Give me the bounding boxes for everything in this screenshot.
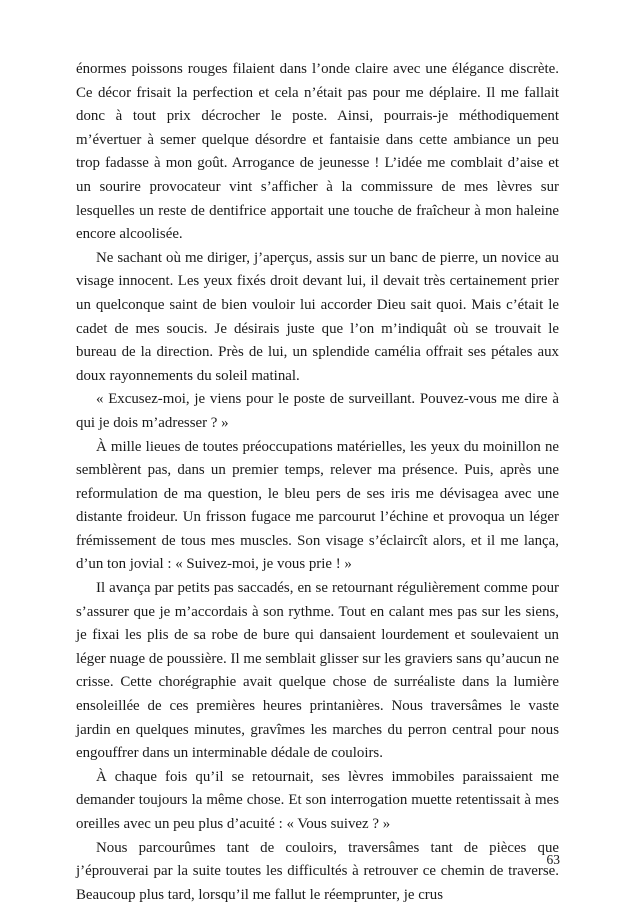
page-number: 63 xyxy=(546,852,560,867)
paragraph-5: Il avança par petits pas saccadés, en se retournant régulièrement comme pour s’assurer que je m’accordais à son rythme. Tout en calant mes pas sur les siens, je fixai les plis de sa robe de bure qui dansaient lourdement et soulevaient un léger nuage de poussière. Il me semblait glisser sur les graviers sans qu’aucun ne crisse. Cette chorégraphie avait quelque chose de surréaliste dans la lumière ensoleillée de ces premières heures printanières. Nous traversâmes le vaste jardin en quelques minutes, gravîmes les marches du perron central pour nous engouffrer dans un interminable dédale de couloirs. xyxy=(76,580,559,762)
paragraph-2: Ne sachant où me diriger, j’aperçus, assis sur un banc de pierre, un novice au visage innocent. Les yeux fixés droit devant lui, il devait très certainement prier un quelconque saint de bien vouloir lui accorder Dieu sait quoi. Mais c’était le cadet de mes soucis. Je désirais juste que l’on m’indiquât où se trouvait le bureau de la direction. Près de lui, un splendide camélia offrait ses pétales aux doux rayonnements du soleil matinal. xyxy=(76,249,559,384)
paragraph-7: Nous parcourûmes tant de couloirs, traversâmes tant de pièces que j’éprouverai par la suite toutes les difficultés à retrouver ce chemin de traverse. Beaucoup plus tard, lorsqu’il me fallut le réemprunter, je crus xyxy=(76,839,559,903)
paragraph-6: À chaque fois qu’il se retournait, ses lèvres immobiles paraissaient me demander toujours la même chose. Et son interrogation muette retentissait à mes oreilles avec un peu plus d’acuité : « Vous suivez ? » xyxy=(76,768,559,832)
paragraph-3: « Excusez-moi, je viens pour le poste de surveillant. Pouvez-vous me dire à qui je dois m’adresser ? » xyxy=(76,391,559,431)
page-body xyxy=(76,58,559,907)
paragraph-1: énormes poissons rouges filaient dans l’onde claire avec une élégance discrète. Ce décor frisait la perfection et cela n’était pas pour me déplaire. Il me fallait donc à tout prix décrocher le poste. Ainsi, pourrais-je méthodiquement m’évertuer à semer quelque désordre et fantaisie dans cette ambiance un peu trop fadasse à mon goût. Arrogance de jeunesse ! L’idée me comblait d’aise et un sourire provocateur vint s’afficher à la commissure de mes lèvres sur lesquelles un reste de dentifrice apportait une touche de fraîcheur à mon haleine encore alcoolisée. xyxy=(76,61,559,243)
paragraph-4: À mille lieues de toutes préoccupations matérielles, les yeux du moinillon ne semblèrent pas, dans un premier temps, relever ma présence. Puis, après une reformulation de ma question, le bleu pers de ses iris me dévisagea avec une distante froideur. Un frisson fugace me parcourut l’échine et provoqua un léger frémissement de tous mes muscles. Son visage s’éclaircît alors, et il me lança, d’un ton jovial : « Suivez-moi, je vous prie ! » xyxy=(76,438,559,573)
